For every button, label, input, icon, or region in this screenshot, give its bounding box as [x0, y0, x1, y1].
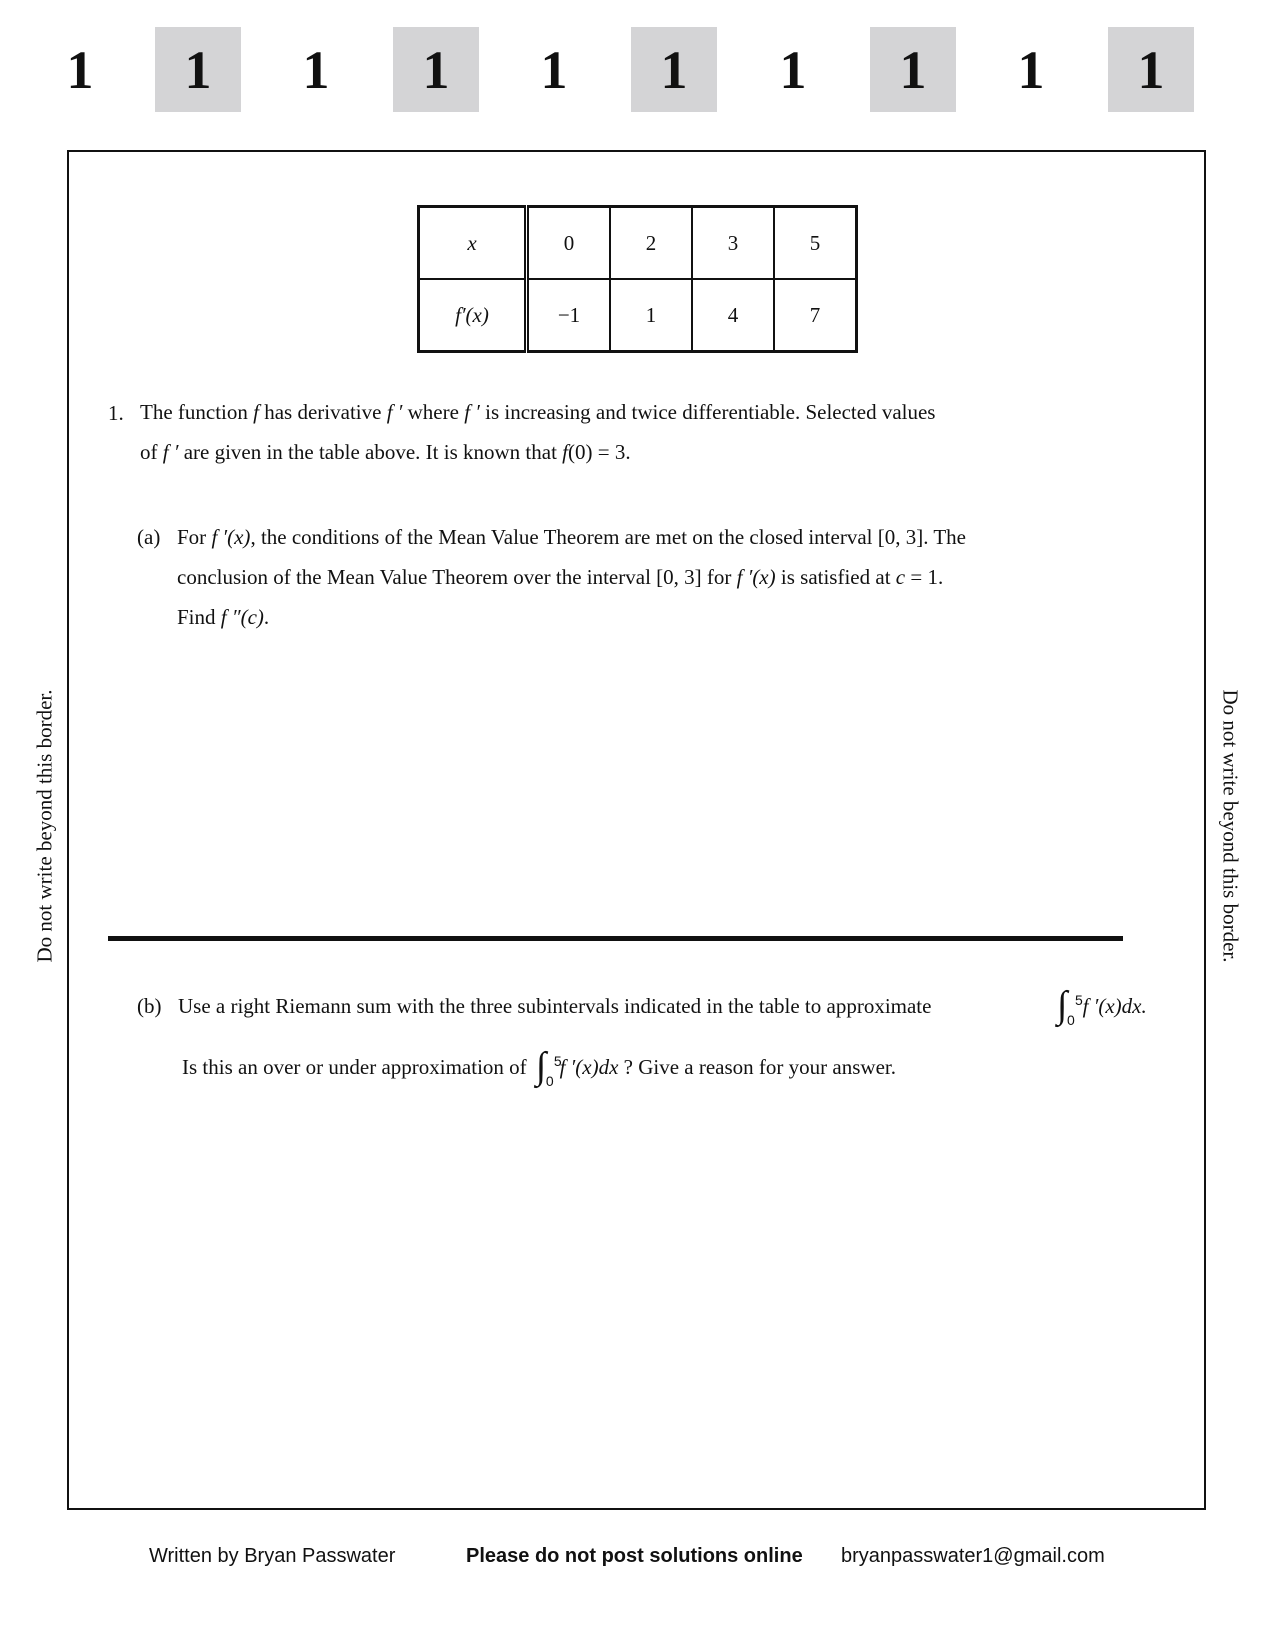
- header-cell: 1: [540, 39, 568, 100]
- left-border-note: Do not write beyond this border.: [32, 689, 57, 963]
- table-cell: 2: [610, 207, 692, 280]
- part-a-line2: conclusion of the Mean Value Theorem over the interval [0, 3] for f ′(x) is satisfied at c = 1.: [177, 565, 944, 589]
- part-b-line2: Is this an over or under approximation of ∫ 5 0 f ′(x)dx ? Give a reason for your answer.: [182, 1045, 896, 1090]
- part-b-line1: Use a right Riemann sum with the three subintervals indicated in the table to approximate: [178, 994, 932, 1018]
- footer-author: Written by Bryan Passwater: [149, 1545, 396, 1567]
- part-a-line1: For f ′(x), the conditions of the Mean Value Theorem are met on the closed interval [0, 3]. The: [177, 525, 966, 549]
- header-cell: 1: [779, 39, 807, 100]
- table-cell: 4: [692, 279, 774, 352]
- values-table: [417, 205, 858, 353]
- part-a-label: (a): [137, 525, 161, 549]
- header-row: [0, 27, 1275, 112]
- table-header-x: x: [419, 207, 527, 280]
- table-cell: 0: [527, 207, 611, 280]
- integral-symbol: ∫ 5 0: [535, 1045, 562, 1090]
- right-border-note: Do not write beyond this border.: [1218, 689, 1243, 963]
- table-header-fx: f′(x): [419, 279, 527, 352]
- part-b-integral-1: ∫ 5 0 f ′(x)dx.: [1057, 984, 1147, 1029]
- part-a-line3: Find f ″(c).: [177, 605, 270, 629]
- question-stem-line1: The function f has derivative f ′ where f ′ is increasing and twice differentiable. Selected values: [140, 400, 936, 424]
- header-cell-shaded: 1: [155, 27, 241, 112]
- table-cell: 7: [774, 279, 857, 352]
- table-row: [419, 279, 857, 352]
- table-cell: 3: [692, 207, 774, 280]
- footer-email: bryanpasswater1@gmail.com: [841, 1545, 1105, 1567]
- question-stem-line2: of f ′ are given in the table above. It is known that f(0) = 3.: [140, 440, 631, 464]
- header-cell-shaded: 1: [631, 27, 717, 112]
- table-cell: 1: [610, 279, 692, 352]
- integral-symbol: ∫ 5 0: [1057, 984, 1083, 1029]
- answer-frame: [67, 150, 1206, 1510]
- section-divider: [108, 936, 1123, 941]
- header-cell-shaded: 1: [393, 27, 479, 112]
- footer-notice: Please do not post solutions online: [466, 1545, 803, 1567]
- table-cell: −1: [527, 279, 611, 352]
- part-b-label: (b): [137, 994, 162, 1018]
- table-row: [419, 207, 857, 280]
- header-cell: 1: [66, 39, 94, 100]
- header-cell-shaded: 1: [870, 27, 956, 112]
- question-number: 1.: [108, 401, 124, 425]
- header-cell: 1: [1017, 39, 1045, 100]
- table-cell: 5: [774, 207, 857, 280]
- header-cell: 1: [302, 39, 330, 100]
- header-cell-shaded: 1: [1108, 27, 1194, 112]
